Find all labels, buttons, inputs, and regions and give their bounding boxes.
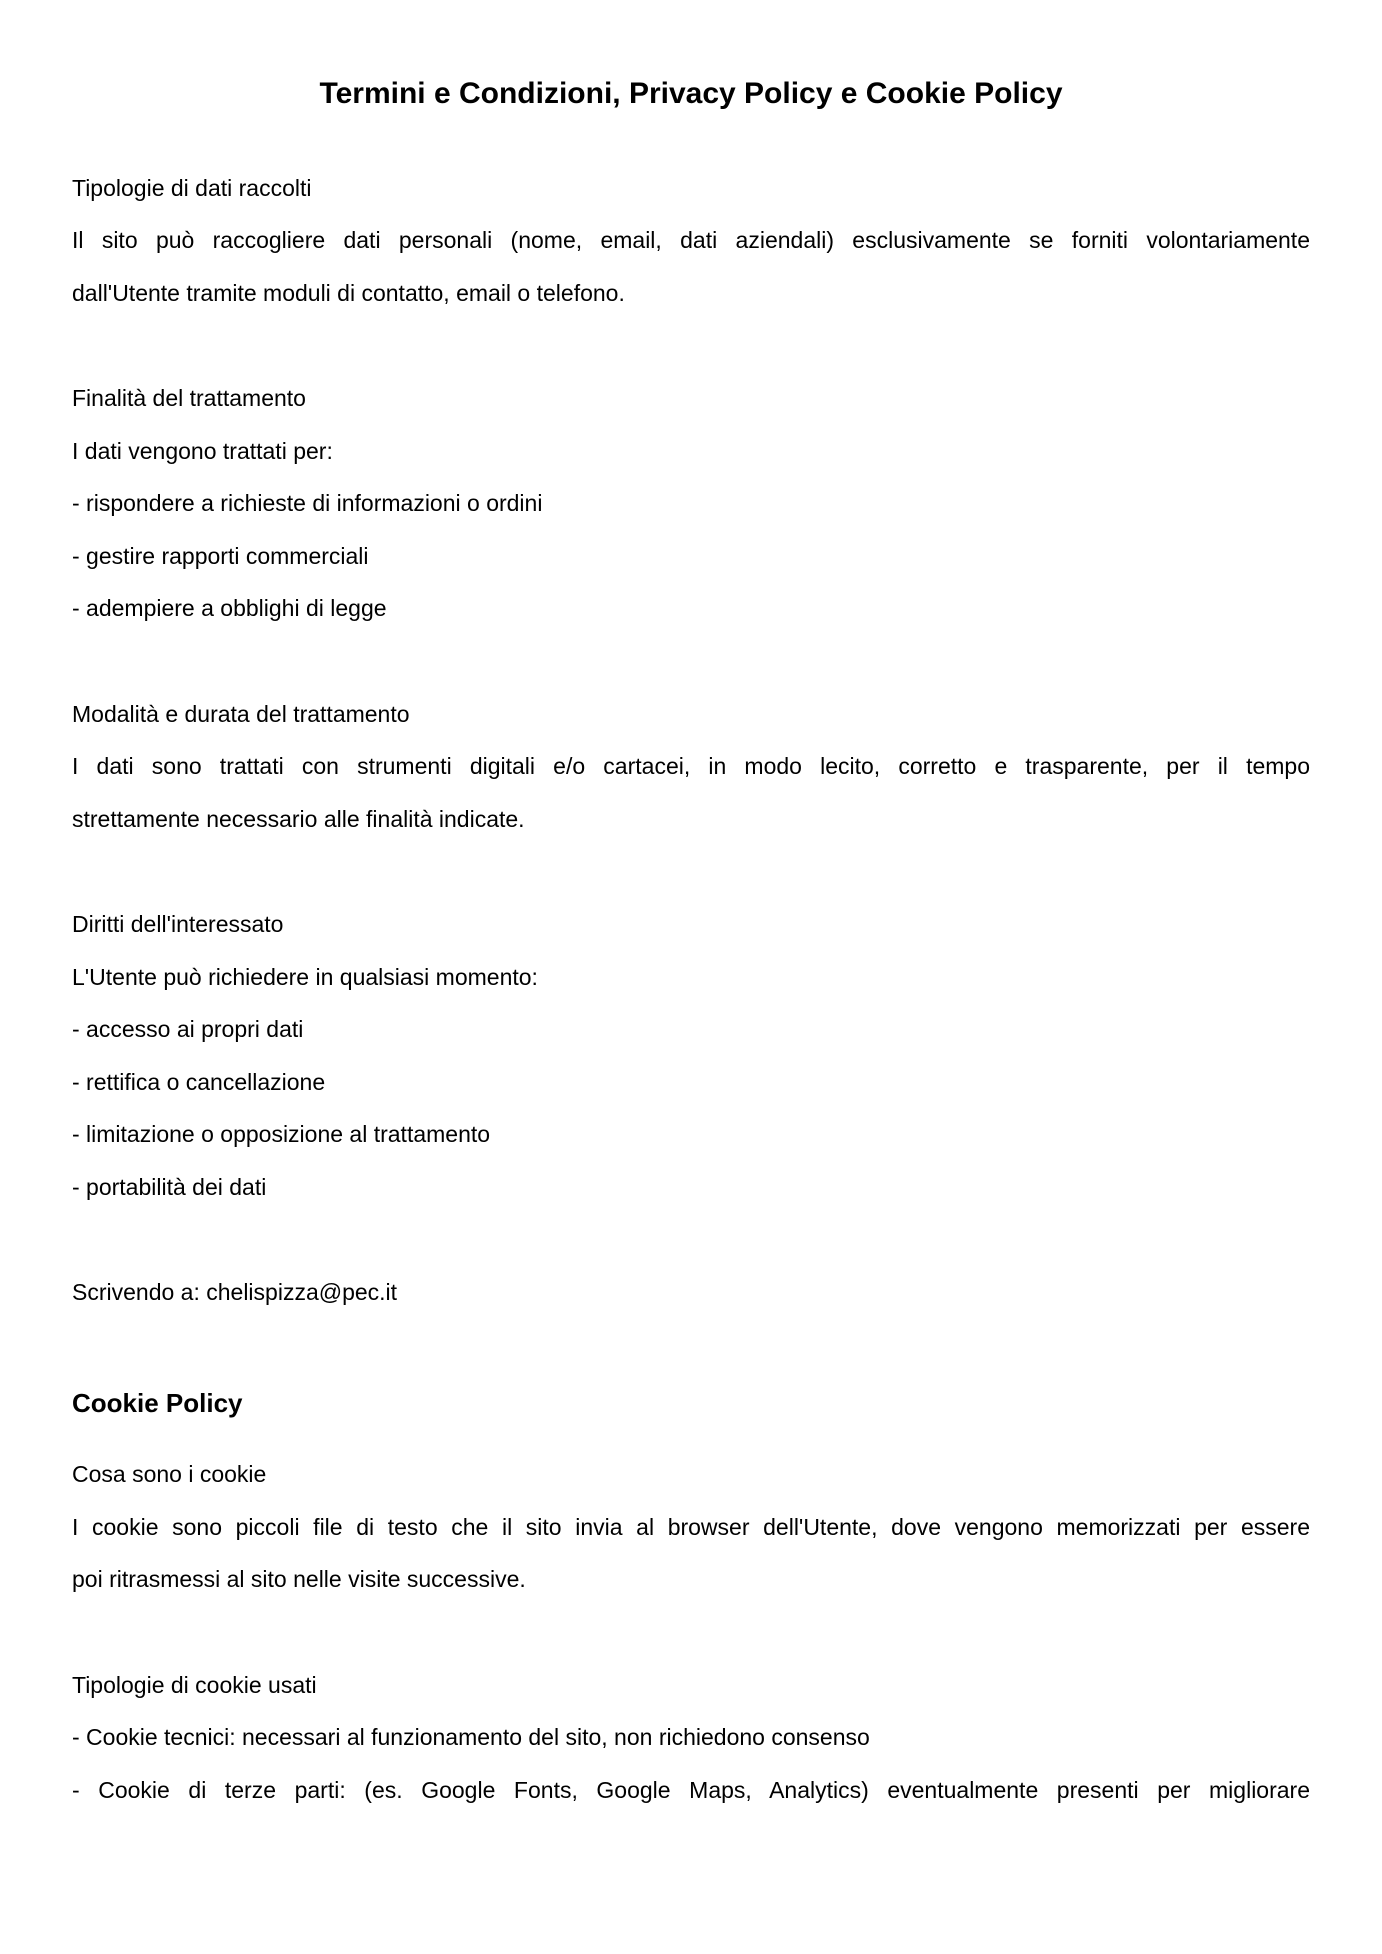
paragraph-line: L'Utente può richiedere in qualsiasi momento: xyxy=(72,964,538,990)
section-heading-diritti: Diritti dell'interessato xyxy=(72,911,284,937)
list-item: - rispondere a richieste di informazioni o ordini xyxy=(72,490,543,516)
paragraph-line: poi ritrasmessi al sito nelle visite successive. xyxy=(72,1566,526,1592)
list-item: - gestire rapporti commerciali xyxy=(72,543,369,569)
list-item: - accesso ai propri dati xyxy=(72,1016,304,1042)
paragraph-line: I dati vengono trattati per: xyxy=(72,438,333,464)
section-heading-tipologie-cookie: Tipologie di cookie usati xyxy=(72,1672,317,1698)
document-title: Termini e Condizioni, Privacy Policy e Cookie Policy xyxy=(319,77,1063,110)
section-heading-finalita: Finalità del trattamento xyxy=(72,385,306,411)
list-item: - Cookie di terze parti: (es. Google Fonts, Google Maps, Analytics) eventualmente presenti per migliorare xyxy=(72,1777,1310,1803)
paragraph-line: strettamente necessario alle finalità indicate. xyxy=(72,806,525,832)
paragraph-line: Il sito può raccogliere dati personali (nome, email, dati aziendali) esclusivamente se forniti volontariamente xyxy=(72,227,1310,253)
cookie-policy-title: Cookie Policy xyxy=(72,1388,243,1418)
list-item: - adempiere a obblighi di legge xyxy=(72,595,387,621)
section-heading-modalita: Modalità e durata del trattamento xyxy=(72,701,410,727)
list-item: - rettifica o cancellazione xyxy=(72,1069,326,1095)
paragraph-line: I dati sono trattati con strumenti digitali e/o cartacei, in modo lecito, corretto e trasparente, per il tempo xyxy=(72,753,1310,779)
contact-line: Scrivendo a: chelispizza@pec.it xyxy=(72,1279,398,1305)
section-heading-cosa-sono: Cosa sono i cookie xyxy=(72,1461,267,1487)
section-heading-dati-raccolti: Tipologie di dati raccolti xyxy=(72,175,312,201)
paragraph-line: dall'Utente tramite moduli di contatto, email o telefono. xyxy=(72,280,625,306)
list-item: - portabilità dei dati xyxy=(72,1174,267,1200)
list-item: - Cookie tecnici: necessari al funzionamento del sito, non richiedono consenso xyxy=(72,1724,870,1750)
paragraph-line: I cookie sono piccoli file di testo che il sito invia al browser dell'Utente, dove vengono memorizzati per essere xyxy=(72,1514,1310,1540)
list-item: - limitazione o opposizione al trattamento xyxy=(72,1121,491,1147)
